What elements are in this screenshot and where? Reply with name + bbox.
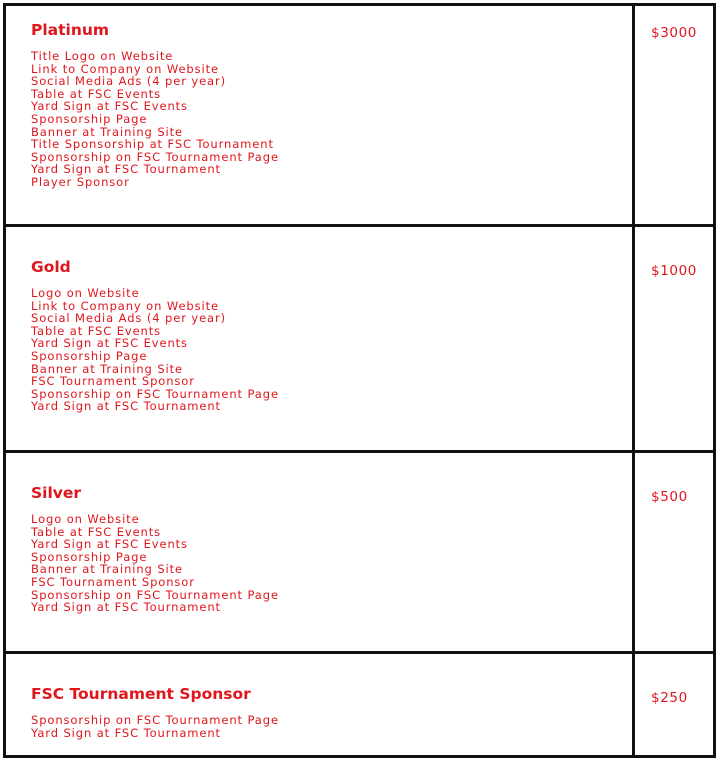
benefit-item: Table at FSC Events	[31, 524, 162, 539]
tier-price: $3000	[651, 25, 697, 41]
benefit-item: Sponsorship on FSC Tournament Page	[31, 587, 279, 602]
benefit-item: Sponsorship on FSC Tournament Page	[31, 149, 279, 164]
benefit-item: Player Sponsor	[31, 174, 130, 189]
tier-name: Silver	[31, 484, 82, 502]
benefit-item: Yard Sign at FSC Events	[31, 99, 188, 114]
benefit-item: Sponsorship Page	[31, 348, 148, 363]
benefit-item: FSC Tournament Sponsor	[31, 574, 195, 589]
benefit-item: Sponsorship on FSC Tournament Page	[31, 386, 279, 401]
benefit-item: Yard Sign at FSC Events	[31, 537, 188, 552]
benefit-item: Sponsorship Page	[31, 111, 148, 126]
benefit-item: Sponsorship on FSC Tournament Page	[31, 713, 279, 727]
benefit-item: Yard Sign at FSC Tournament	[31, 399, 221, 414]
benefit-item: Logo on Website	[31, 512, 140, 526]
benefit-list	[31, 287, 279, 413]
benefit-list	[31, 50, 279, 189]
benefit-list	[31, 513, 279, 614]
benefit-item: Social Media Ads (4 per year)	[31, 74, 227, 89]
benefit-item: Logo on Website	[31, 286, 140, 300]
tier-name: FSC Tournament Sponsor	[31, 685, 251, 703]
benefit-item: Link to Company on Website	[31, 298, 219, 313]
sponsorship-table	[3, 3, 716, 758]
tier-price: $1000	[651, 263, 697, 279]
benefit-item: Banner at Training Site	[31, 124, 183, 139]
benefit-item: Link to Company on Website	[31, 61, 219, 76]
benefit-item: Yard Sign at FSC Tournament	[31, 162, 221, 177]
benefit-item: FSC Tournament Sponsor	[31, 374, 195, 389]
benefit-item: Banner at Training Site	[31, 562, 183, 577]
tier-row-fsc-tournament-sponsor	[6, 654, 713, 755]
tier-name: Gold	[31, 258, 71, 276]
tier-row-silver	[6, 453, 713, 651]
benefit-item: Yard Sign at FSC Tournament	[31, 600, 221, 615]
benefit-item: Table at FSC Events	[31, 86, 162, 101]
tier-price: $500	[651, 489, 688, 505]
benefit-item: Banner at Training Site	[31, 361, 183, 376]
tier-name: Platinum	[31, 21, 110, 39]
tier-price: $250	[651, 690, 688, 706]
benefit-item: Sponsorship Page	[31, 549, 148, 564]
benefit-list	[31, 714, 279, 739]
benefit-item: Title Sponsorship at FSC Tournament	[31, 137, 274, 152]
benefit-item: Yard Sign at FSC Events	[31, 336, 188, 351]
benefit-item: Title Logo on Website	[31, 49, 174, 63]
benefit-item: Social Media Ads (4 per year)	[31, 311, 227, 326]
benefit-item: Yard Sign at FSC Tournament	[31, 725, 221, 740]
tier-row-platinum	[6, 6, 713, 224]
tier-row-gold	[6, 227, 713, 450]
benefit-item: Table at FSC Events	[31, 323, 162, 338]
